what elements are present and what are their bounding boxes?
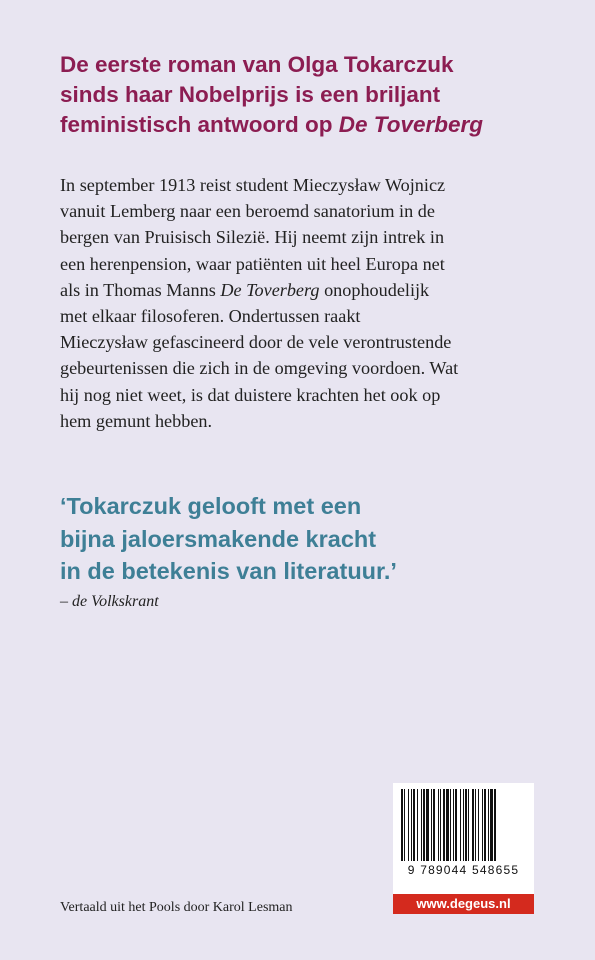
barcode-bar bbox=[440, 789, 441, 861]
barcode-bar bbox=[494, 789, 496, 861]
translator-credit: Vertaald uit het Pools door Karol Lesman bbox=[60, 900, 293, 915]
barcode-bar bbox=[401, 789, 403, 861]
barcode-bar bbox=[408, 789, 409, 861]
blurb-line: In september 1913 reist student Mieczysław Wojnicz bbox=[60, 175, 446, 195]
barcode-bar bbox=[460, 789, 461, 861]
quote-line: in de betekenis van literatuur.’ bbox=[60, 558, 397, 584]
blurb-text: onophoudelijk bbox=[319, 279, 430, 300]
blurb-line: Mieczysław gefascineerd door de vele verontrustende bbox=[60, 332, 452, 353]
barcode-bar bbox=[475, 789, 476, 861]
barcode bbox=[393, 783, 534, 894]
barcode-bar bbox=[478, 789, 479, 861]
blurb-line: hem gemunt hebben. bbox=[60, 410, 213, 431]
barcode-bar bbox=[426, 789, 429, 861]
headline-book-title: De Toverberg bbox=[338, 112, 483, 137]
barcode-bar bbox=[421, 789, 422, 861]
blurb-line: vanuit Lemberg naar een beroemd sanatorium in de bbox=[60, 201, 435, 222]
barcode-bar bbox=[433, 789, 435, 861]
publisher-website[interactable]: www.degeus.nl bbox=[393, 894, 534, 914]
barcode-bar bbox=[490, 789, 493, 861]
blurb-line: bergen van Pruisisch Silezië. Hij neemt zijn intrek in bbox=[60, 227, 445, 248]
headline-text: feministisch antwoord op bbox=[60, 112, 339, 137]
barcode-bar bbox=[446, 789, 449, 861]
headline-line: De eerste roman van Olga Tokarczuk bbox=[60, 52, 454, 77]
blurb-book-title: De Toverberg bbox=[220, 279, 320, 300]
barcode-bar bbox=[468, 789, 469, 861]
barcode-bar bbox=[431, 789, 432, 861]
barcode-bar bbox=[443, 789, 445, 861]
quote-line: ‘Tokarczuk gelooft met een bbox=[60, 493, 362, 519]
barcode-bar bbox=[472, 789, 474, 861]
quote-line: bijna jaloersmakende kracht bbox=[60, 525, 377, 552]
quote-attribution: – de Volkskrant bbox=[60, 593, 159, 610]
barcode-bar bbox=[413, 789, 415, 861]
headline bbox=[60, 50, 560, 140]
barcode-bar bbox=[488, 789, 489, 861]
blurb-line: gebeurtenissen die zich in de omgeving voordoen. Wat bbox=[60, 358, 459, 379]
isbn-number: 9 789044 548655 bbox=[407, 863, 520, 877]
blurb-text: als in Thomas Manns bbox=[60, 279, 221, 300]
blurb-paragraph bbox=[60, 172, 560, 434]
barcode-bar bbox=[484, 789, 486, 861]
barcode-bar bbox=[463, 789, 464, 861]
blurb-line: een herenpension, waar patiënten uit heel Europa net bbox=[60, 253, 445, 274]
blurb-line: hij nog niet weet, is dat duistere krachten het ook op bbox=[60, 384, 441, 405]
barcode-bar bbox=[417, 789, 418, 861]
barcode-bars bbox=[401, 789, 526, 861]
headline-line bbox=[60, 110, 560, 140]
barcode-bar bbox=[465, 789, 467, 861]
barcode-bar bbox=[423, 789, 425, 861]
barcode-bar bbox=[438, 789, 439, 861]
barcode-bar bbox=[455, 789, 457, 861]
blurb-line: met elkaar filosoferen. Ondertussen raakt bbox=[60, 306, 361, 327]
barcode-bar bbox=[404, 789, 405, 861]
barcode-bar bbox=[482, 789, 483, 861]
barcode-bar bbox=[450, 789, 451, 861]
barcode-bar bbox=[411, 789, 412, 861]
press-quote bbox=[60, 490, 560, 588]
headline-line: sinds haar Nobelprijs is een briljant bbox=[60, 82, 441, 107]
blurb-line bbox=[60, 277, 560, 303]
barcode-bar bbox=[453, 789, 454, 861]
